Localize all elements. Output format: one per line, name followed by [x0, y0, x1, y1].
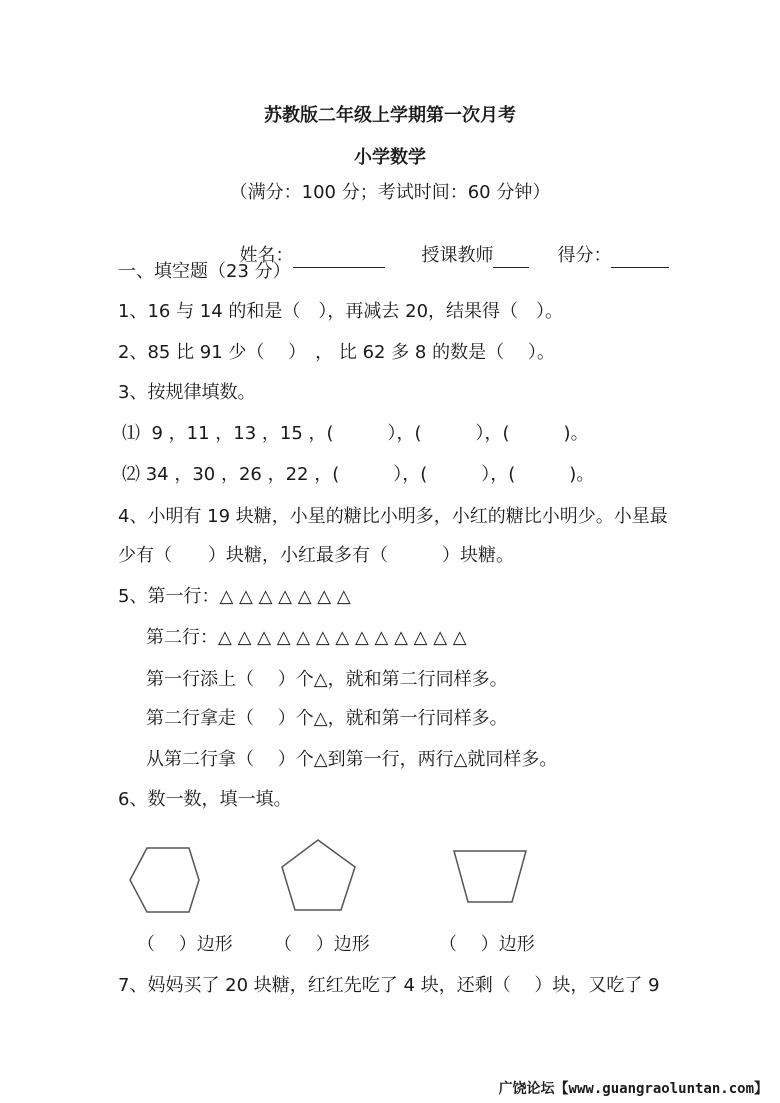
- question-1: 1、16 与 14 的和是（ ），再减去 20，结果得（ ）。: [118, 301, 564, 322]
- section-heading: 一、填空题（23 分）: [118, 261, 291, 282]
- shape-figures: [0, 835, 780, 925]
- question-3-part-2: ⑵ 34 ，30 ，26 ，22 ，( ），( ），( )。: [122, 464, 595, 485]
- question-4-line-2: 少有（ ）块糖，小红最多有（ ）块糖。: [118, 545, 514, 566]
- teacher-blank[interactable]: [493, 247, 529, 268]
- hexagon-label: （ ）边形: [137, 934, 233, 955]
- trapezoid-shape: [452, 849, 532, 909]
- name-label: 姓名：: [239, 245, 294, 266]
- question-5-a: 第一行添上（ ）个△，就和第二行同样多。: [146, 669, 508, 690]
- exam-title: 苏教版二年级上学期第一次月考: [264, 105, 516, 126]
- question-6-stem: 6、数一数，填一填。: [118, 789, 292, 810]
- question-3-part-1: ⑴ 9 ，11 ，13 ，15 ，( ），( ），( )。: [122, 423, 589, 444]
- pentagon-label: （ ）边形: [274, 934, 370, 955]
- question-3-stem: 3、按规律填数。: [118, 382, 256, 403]
- trapezoid-label: （ ）边形: [439, 934, 535, 955]
- teacher-label: 授课教师: [421, 245, 494, 266]
- exam-info: （满分：100 分；考试时间：60 分钟）: [229, 182, 551, 203]
- score-blank[interactable]: [611, 247, 669, 268]
- score-label: 得分：: [557, 245, 612, 266]
- subject-title: 小学数学: [354, 147, 426, 168]
- question-5-row-2: 第二行：△ △ △ △ △ △ △ △ △ △ △ △ △: [146, 627, 467, 648]
- pentagon-shape: [280, 837, 360, 913]
- question-7: 7、妈妈买了 20 块糖，红红先吃了 4 块，还剩（ ）块，又吃了 9: [118, 975, 660, 996]
- question-5-b: 第二行拿走（ ）个△，就和第一行同样多。: [146, 708, 508, 729]
- question-2: 2、85 比 91 少（ ） ， 比 62 多 8 的数是（ ）。: [118, 342, 555, 363]
- student-info-row: [228, 220, 669, 268]
- name-blank[interactable]: [293, 247, 385, 268]
- question-4-line-1: 4、小明有 19 块糖，小星的糖比小明多，小红的糖比小明少。小星最: [118, 506, 668, 527]
- forum-watermark: 广饶论坛【www.guangraoluntan.com】: [498, 1081, 768, 1097]
- hexagon-shape: [128, 845, 208, 915]
- question-5-c: 从第二行拿（ ）个△到第一行，两行△就同样多。: [146, 749, 558, 770]
- question-5-row-1: 5、第一行：△ △ △ △ △ △ △: [118, 586, 351, 607]
